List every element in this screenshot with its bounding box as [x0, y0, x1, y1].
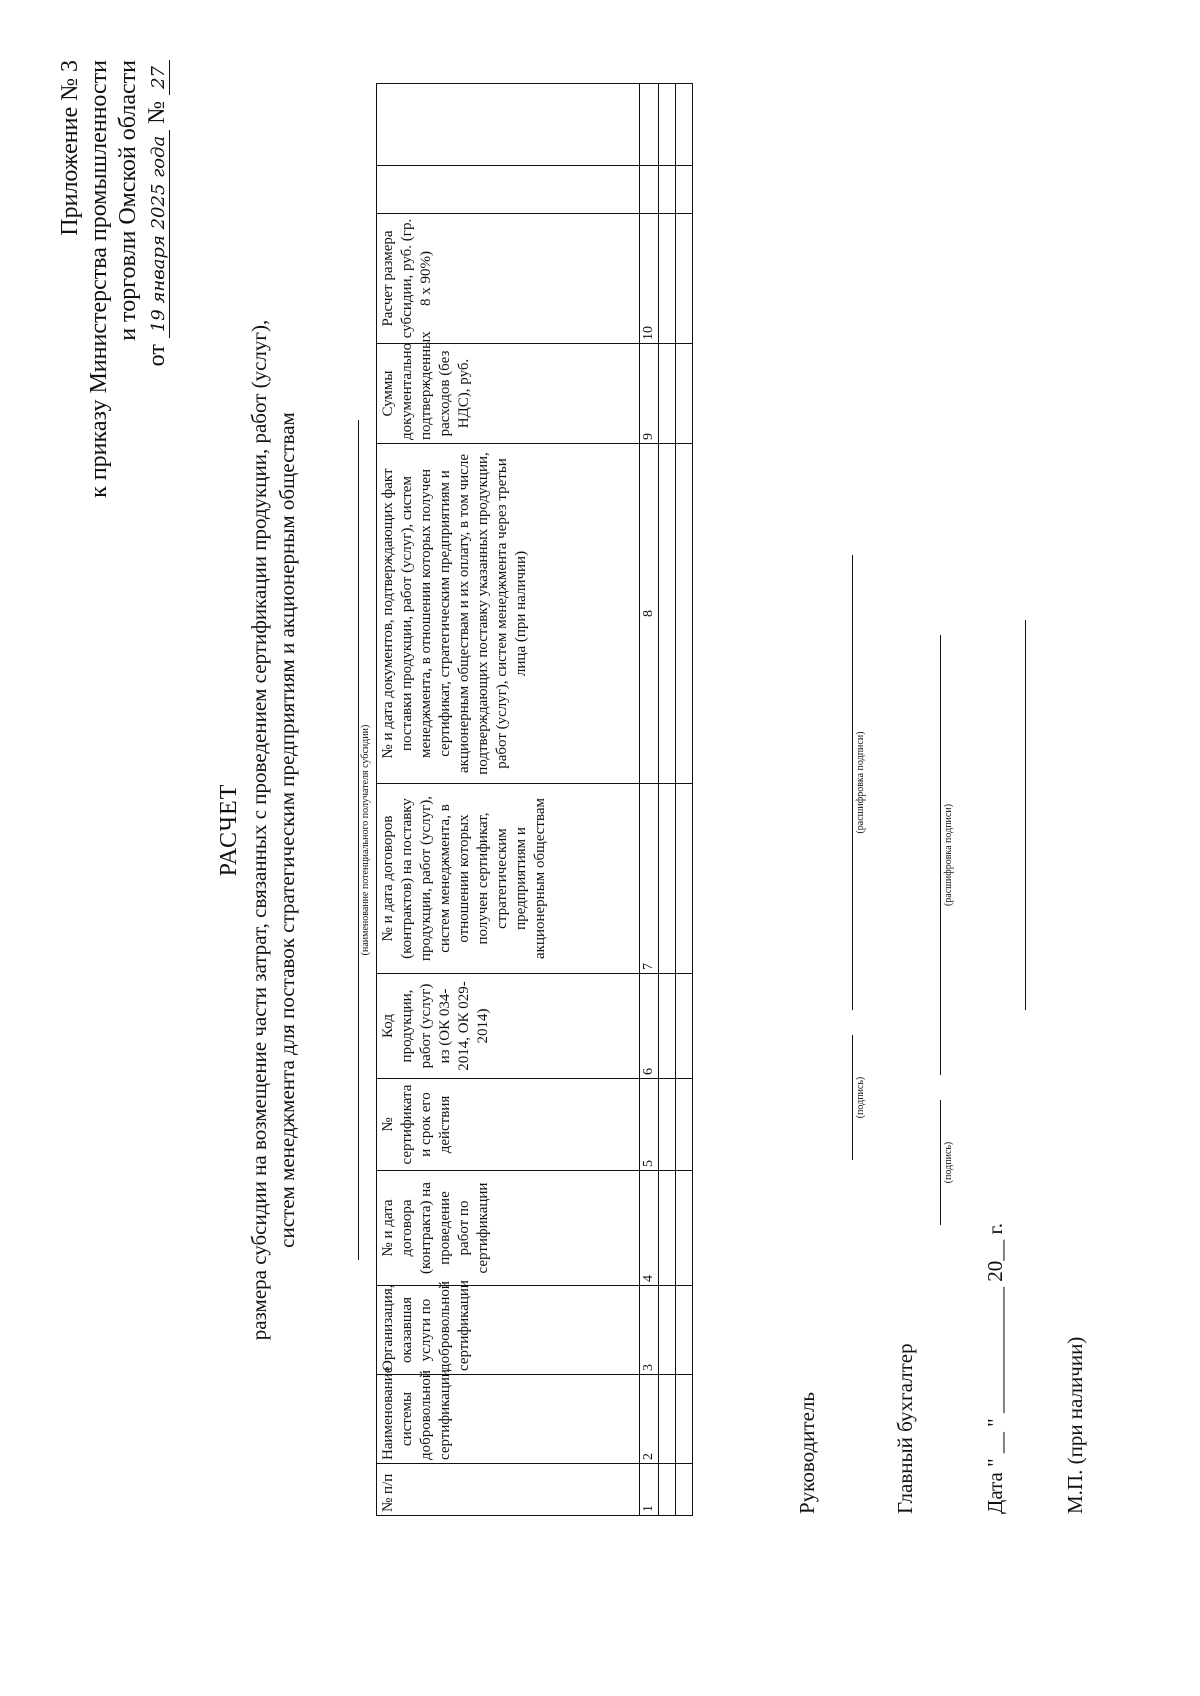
- empty-cell: [377, 84, 640, 166]
- date-field: Дата " __ " ____________ 20__ г.: [983, 1223, 1007, 1514]
- empty-cell: [659, 784, 676, 974]
- head-signature-caption: (подпись): [855, 1076, 866, 1119]
- empty-cell: [659, 1171, 676, 1286]
- handwritten-date: 19 января 2025 года: [148, 130, 170, 338]
- header-cell: № и дата документов, подтверждающих факт поставки продукции, работ (услуг), систем менеджмента, в отношении которых получен сертификат, стратегическим предприятиям и акционерным обществам и их оплату, в том числе подтверждающих поставку указанных продукции, работ (услуг), систем менеджмента через третьи лица (при наличии): [377, 444, 640, 784]
- calculation-table: [376, 83, 693, 1516]
- appendix-date-line: [143, 60, 173, 498]
- chief-accountant-label: Главный бухгалтер: [893, 1343, 917, 1514]
- header-cell: Расчет размера субсидии, руб. (гр. 8 x 90%): [377, 214, 640, 344]
- appendix-number: Приложение № 3: [57, 60, 83, 236]
- empty-cell: [676, 1286, 693, 1375]
- head-transcript-line: [852, 555, 853, 1010]
- accountant-signature-caption: (подпись): [943, 1141, 954, 1184]
- header-cell: № сертификата и срок его действия: [377, 1079, 640, 1171]
- head-signature-line: [852, 1035, 853, 1160]
- empty-cell: [676, 84, 693, 166]
- table-row: [676, 84, 693, 1516]
- title-line-1: размера субсидии на возмещение части затрат, связанных с проведением сертификации продукции, работ (услуг),: [247, 319, 271, 1341]
- empty-cell: [659, 214, 676, 344]
- column-number-row: [640, 84, 659, 1516]
- head-label: Руководитель: [795, 1392, 819, 1514]
- date-prefix: от: [144, 344, 170, 367]
- empty-cell: [659, 974, 676, 1079]
- document-title: [214, 40, 300, 1620]
- document-page: [0, 40, 1200, 1620]
- empty-cell: [676, 214, 693, 344]
- empty-cell: [676, 1464, 693, 1516]
- date-blank-line: [1025, 620, 1026, 1010]
- empty-cell: [676, 344, 693, 444]
- recipient-name-line: [358, 420, 372, 1260]
- appendix-ministry-line: и торговли Омской области: [115, 60, 141, 341]
- column-number: 3: [640, 1286, 659, 1375]
- empty-cell: [640, 166, 659, 214]
- table-row: [659, 84, 676, 1516]
- empty-cell: [676, 1079, 693, 1171]
- header-cell: № и дата договоров (контрактов) на поставку продукции, работ (услуг), систем менеджмента, в отношении которых получен сертификат, стратегическим предприятиям и акционерным обществам: [377, 784, 640, 974]
- empty-cell: [676, 444, 693, 784]
- empty-cell: [659, 1079, 676, 1171]
- column-number: 9: [640, 344, 659, 444]
- empty-cell: [377, 166, 640, 214]
- header-cell: Наименование системы добровольной сертификации: [377, 1375, 640, 1464]
- column-number: 8: [640, 444, 659, 784]
- empty-cell: [659, 84, 676, 166]
- table-header-row: [377, 84, 640, 1516]
- column-number: 1: [640, 1464, 659, 1516]
- accountant-signature-line: [940, 1100, 941, 1225]
- empty-cell: [676, 784, 693, 974]
- empty-cell: [659, 1464, 676, 1516]
- header-cell: Код продукции, работ (услуг) из (ОК 034-2014, ОК 029-2014): [377, 974, 640, 1079]
- empty-cell: [659, 444, 676, 784]
- header-cell: Организация, оказавшая услуги по добровольной сертификации: [377, 1286, 640, 1375]
- empty-cell: [659, 344, 676, 444]
- header-cell: № п/п: [377, 1464, 640, 1516]
- column-number: 2: [640, 1375, 659, 1464]
- empty-cell: [659, 1375, 676, 1464]
- column-number: 5: [640, 1079, 659, 1171]
- number-prefix: №: [144, 100, 170, 124]
- title-heading: РАСЧЕТ: [216, 783, 242, 877]
- recipient-caption: (наименование потенциального получателя субсидии): [360, 724, 371, 956]
- handwritten-number: 27: [148, 60, 170, 95]
- empty-cell: [676, 1171, 693, 1286]
- empty-cell: [676, 166, 693, 214]
- appendix-order-line: к приказу Министерства промышленности: [86, 60, 112, 498]
- column-number: 10: [640, 214, 659, 344]
- head-transcript-caption: (расшифровка подписи): [855, 731, 866, 834]
- column-number: 7: [640, 784, 659, 974]
- column-number: 4: [640, 1171, 659, 1286]
- accountant-transcript-line: [940, 635, 941, 1075]
- empty-cell: [640, 84, 659, 166]
- header-cell: № и дата договора (контракта) на проведение работ по сертификации: [377, 1171, 640, 1286]
- title-line-2: систем менеджмента для поставок стратегическим предприятиям и акционерным обществам: [275, 412, 299, 1248]
- empty-cell: [659, 1286, 676, 1375]
- seal-label: М.П. (при наличии): [1063, 1336, 1087, 1514]
- column-number: 6: [640, 974, 659, 1079]
- appendix-header: [56, 60, 173, 498]
- empty-cell: [659, 166, 676, 214]
- empty-cell: [676, 974, 693, 1079]
- empty-cell: [676, 1375, 693, 1464]
- header-cell: Суммы документально подтвержденных расходов (без НДС), руб.: [377, 344, 640, 444]
- accountant-transcript-caption: (расшифровка подписи): [943, 803, 954, 907]
